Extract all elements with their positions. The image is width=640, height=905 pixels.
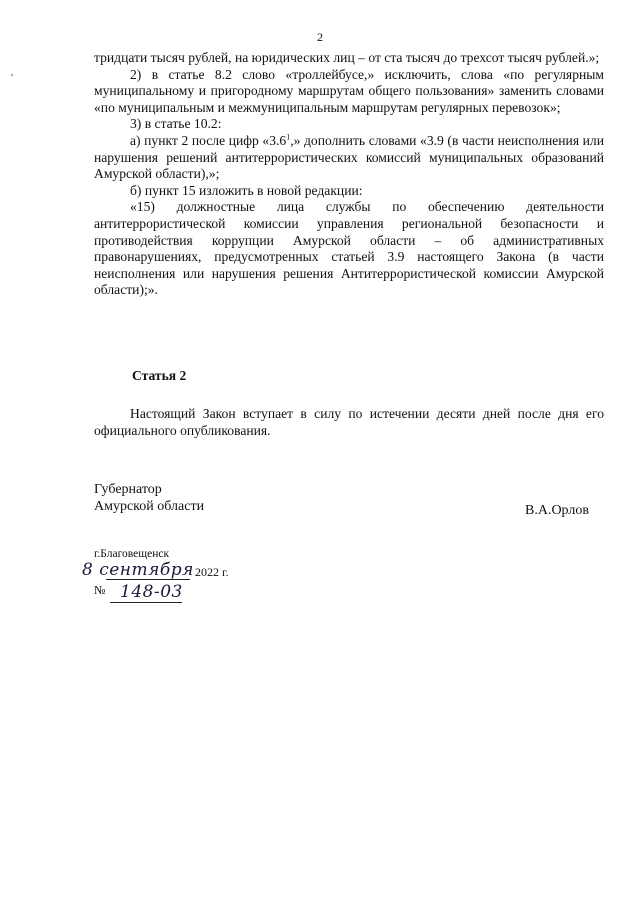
date-year: 2022 г. <box>195 565 229 579</box>
article-2-heading: Статья 2 <box>132 368 187 383</box>
paragraph-item-3: 3) в статье 10.2: <box>130 116 222 132</box>
paragraph-item-3a-start: а) пункт 2 после цифр «3.6 <box>130 132 287 148</box>
article-2-body: Настоящий Закон вступает в силу по истечении десяти дней после дня его официального опубликования. <box>94 406 604 438</box>
paragraph-item-3a <box>94 133 604 183</box>
date-underline <box>106 579 190 580</box>
paragraph-item-3b: б) пункт 15 изложить в новой редакции: <box>130 182 363 198</box>
paragraph-continuation: тридцати тысяч рублей, на юридических лиц – от ста тысяч до трехсот тысяч рублей.»; <box>94 50 600 65</box>
page-number: 2 <box>317 30 323 44</box>
paragraph-item-3a-rest: ,» дополнить словами «3.9 (в части неисполнения или нарушения решений антитеррористических комиссий муниципальных образований Амурской области),»; <box>94 132 604 182</box>
handwritten-date: 8 сентября <box>82 560 194 580</box>
governor-name: В.А.Орлов <box>525 503 589 518</box>
superscript: 1 <box>286 132 291 142</box>
city: г.Благовещенск <box>94 548 170 560</box>
governor-region: Амурской области <box>94 499 205 514</box>
handwritten-number: 148-03 <box>120 582 183 602</box>
number-sign: № <box>94 583 106 597</box>
article-2-text <box>94 405 604 439</box>
paragraph-item-15: «15) должностные лица службы по обеспечению деятельности антитеррористической комиссии управления региональной безопасности и противодействия коррупции Амурской области – об административных правонарушениях, предусмотренных статьей 3.9 настоящего Закона (в части неисполнения или нарушения решения Антитеррористической комиссии Амурской области);». <box>94 199 604 298</box>
paragraph-item-2: 2) в статье 8.2 слово «троллейбусе,» исключить, слова «по регулярным муниципальному и пригородному маршрутам общего пользования» заменить словами «по муниципальным и межмуниципальным маршрутам регулярных перевозок»; <box>94 66 604 115</box>
margin-mark: ' <box>11 72 13 84</box>
number-underline <box>110 602 182 603</box>
governor-title: Губернатор <box>94 482 162 497</box>
article-1-text <box>94 50 604 299</box>
